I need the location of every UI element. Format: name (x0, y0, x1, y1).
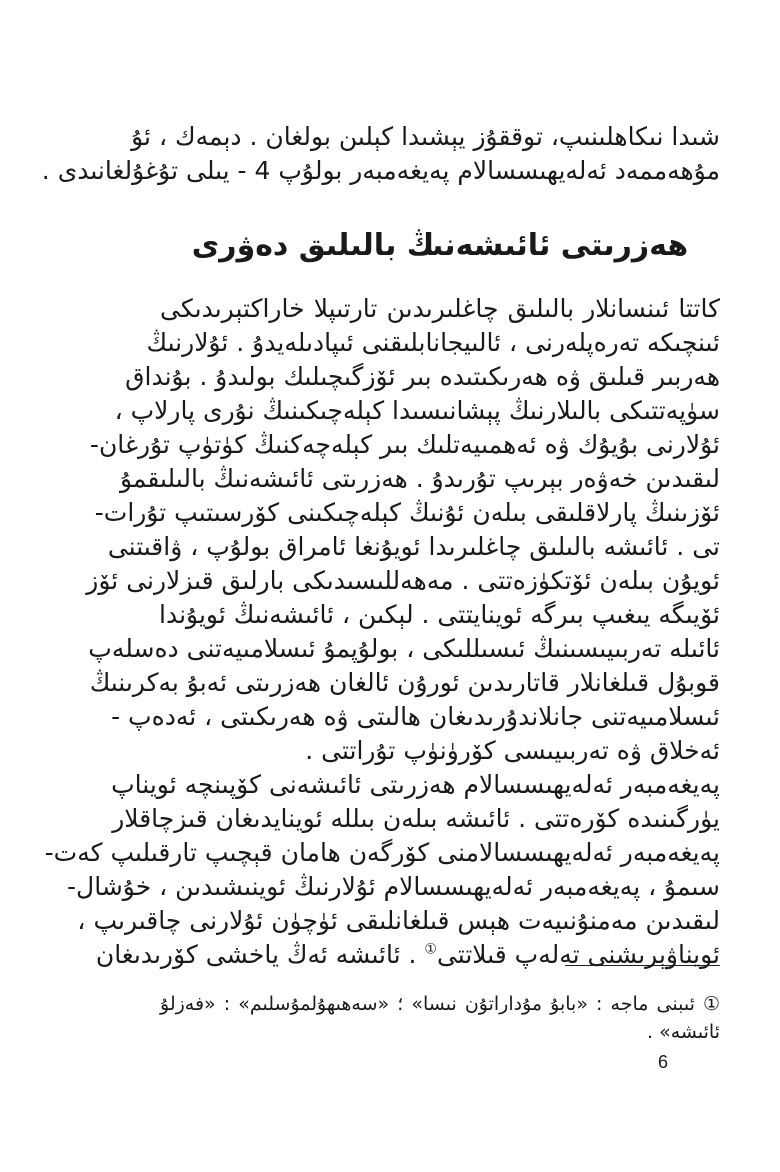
text-line: لىقىدىن مەمنۇنىيەت ھېس قىلغانلىقى ئۈچۈن ئۇلارنى چاقىرىپ ، (77, 906, 720, 935)
text-line: ئۆيىگە يىغىپ بىرگە ئوينايتتى . لېكىن ، ئائىشەنىڭ ئويۇندا (159, 600, 720, 629)
text-line: ئائىلە تەربىيىسىنىڭ ئىسىللىكى ، بولۇپمۇ ئىسلامىيەتنى دەسلەپ (88, 634, 720, 663)
text-line: مۇھەممەد ئەلەيھىسسالام پەيغەمبەر بولۇپ 4 - يىلى تۇغۇلغانىدى . (41, 156, 720, 185)
text-line: ئىنچىكە تەرەپلەرنى ، ئالىيجانابلىقنى ئىپادىلەيدۇ . ئۇلارنىڭ (146, 328, 720, 357)
footnote (160, 990, 720, 1046)
text-line: ھەربىر قىلىق ۋە ھەرىكىتىدە بىر ئۆزگىچىلىك بولىدۇ . بۇنداق (125, 362, 720, 391)
text-line: تى . ئائىشە بالىلىق چاغلىرىدا ئويۇنغا ئامراق بولۇپ ، ۋاقىتنى (107, 532, 720, 561)
text-line-with-footnote (95, 938, 720, 972)
text-line: ئەخلاق ۋە تەربىيىسى كۆرۈنۈپ تۇراتتى . (305, 736, 720, 765)
footnote-line: ① ئىبنى ماجە : «بابۇ مۇداراتۇن نىسا» ؛ «سەھىھۇلمۇسلىم» : «فەزلۇ (160, 993, 720, 1015)
intro-paragraph (41, 120, 720, 188)
page-number: 6 (658, 1052, 669, 1072)
text-line: سىمۇ ، پەيغەمبەر ئەلەيھىسسالام ئۇلارنىڭ ئوينىشىدىن ، خۇشال- (67, 872, 720, 901)
text-line: كاتتا ئىنسانلار بالىلىق چاغلىرىدىن تارتىپلا خاراكتېرىدىكى (160, 294, 720, 323)
text-line: شىدا نىكاھلىنىپ، توققۇز يېشىدا كېلىن بولغان . دېمەك ، ئۇ (131, 122, 720, 151)
body-paragraphs (44, 292, 720, 972)
section-heading: ھەزرىتى ئائىشەنىڭ بالىلىق دەۋرى (191, 228, 689, 263)
text-line: ئۇلارنى بۇيۇك ۋە ئەھمىيەتلىك بىر كېلەچەكنىڭ كۈتۈپ تۇرغان- (89, 430, 720, 459)
footnote-marker: ① (424, 941, 437, 958)
text-line: پەيغەمبەر ئەلەيھىسسالامنى كۆرگەن ھامان قېچىپ تارقىلىپ كەت- (44, 838, 720, 867)
text-line: سۈپەتتىكى بالىلارنىڭ پېشانىسىدا كېلەچىكىنىڭ نۇرى پارلاپ ، (114, 396, 720, 425)
text-line: لىقىدىن خەۋەر بېرىپ تۇرىدۇ . ھەزرىتى ئائىشەنىڭ بالىلىقمۇ (119, 464, 720, 493)
text-line: ئىسلامىيەتنى جانلاندۇرىدىغان ھالىتى ۋە ھەرىكىتى ، ئەدەپ - (111, 702, 720, 731)
text-line: ئويۇن بىلەن ئۆتكۈزەتتى . مەھەللىسىدىكى بارلىق قىزلارنى ئۆز (86, 566, 720, 595)
footnote-line: ئائىشە» . (647, 1021, 720, 1043)
text-line: پەيغەمبەر ئەلەيھىسسالام ھەزرىتى ئائىشەنى كۆپىنچە ئويناپ (111, 770, 720, 799)
text-line: يۈرگىنىدە كۆرەتتى . ئائىشە بىلەن بىللە ئوينايدىغان قىزچاقلار (112, 804, 720, 833)
text-fragment: . ئائىشە ئەڭ ياخشى كۆرىدىغان (95, 940, 425, 969)
text-line: قوبۇل قىلغانلار قاتارىدىن ئورۇن ئالغان ھەزرىتى ئەبۇ بەكرىنىڭ (89, 668, 720, 697)
text-line: ئۆزىنىڭ پارلاقلىقى بىلەن ئۇنىڭ كېلەچىكىنى كۆرسىتىپ تۇرات- (94, 498, 720, 527)
footnote-divider (565, 965, 720, 966)
text-fragment: ئويناۋېرىشنى تەلەپ قىلاتتى (436, 940, 720, 969)
